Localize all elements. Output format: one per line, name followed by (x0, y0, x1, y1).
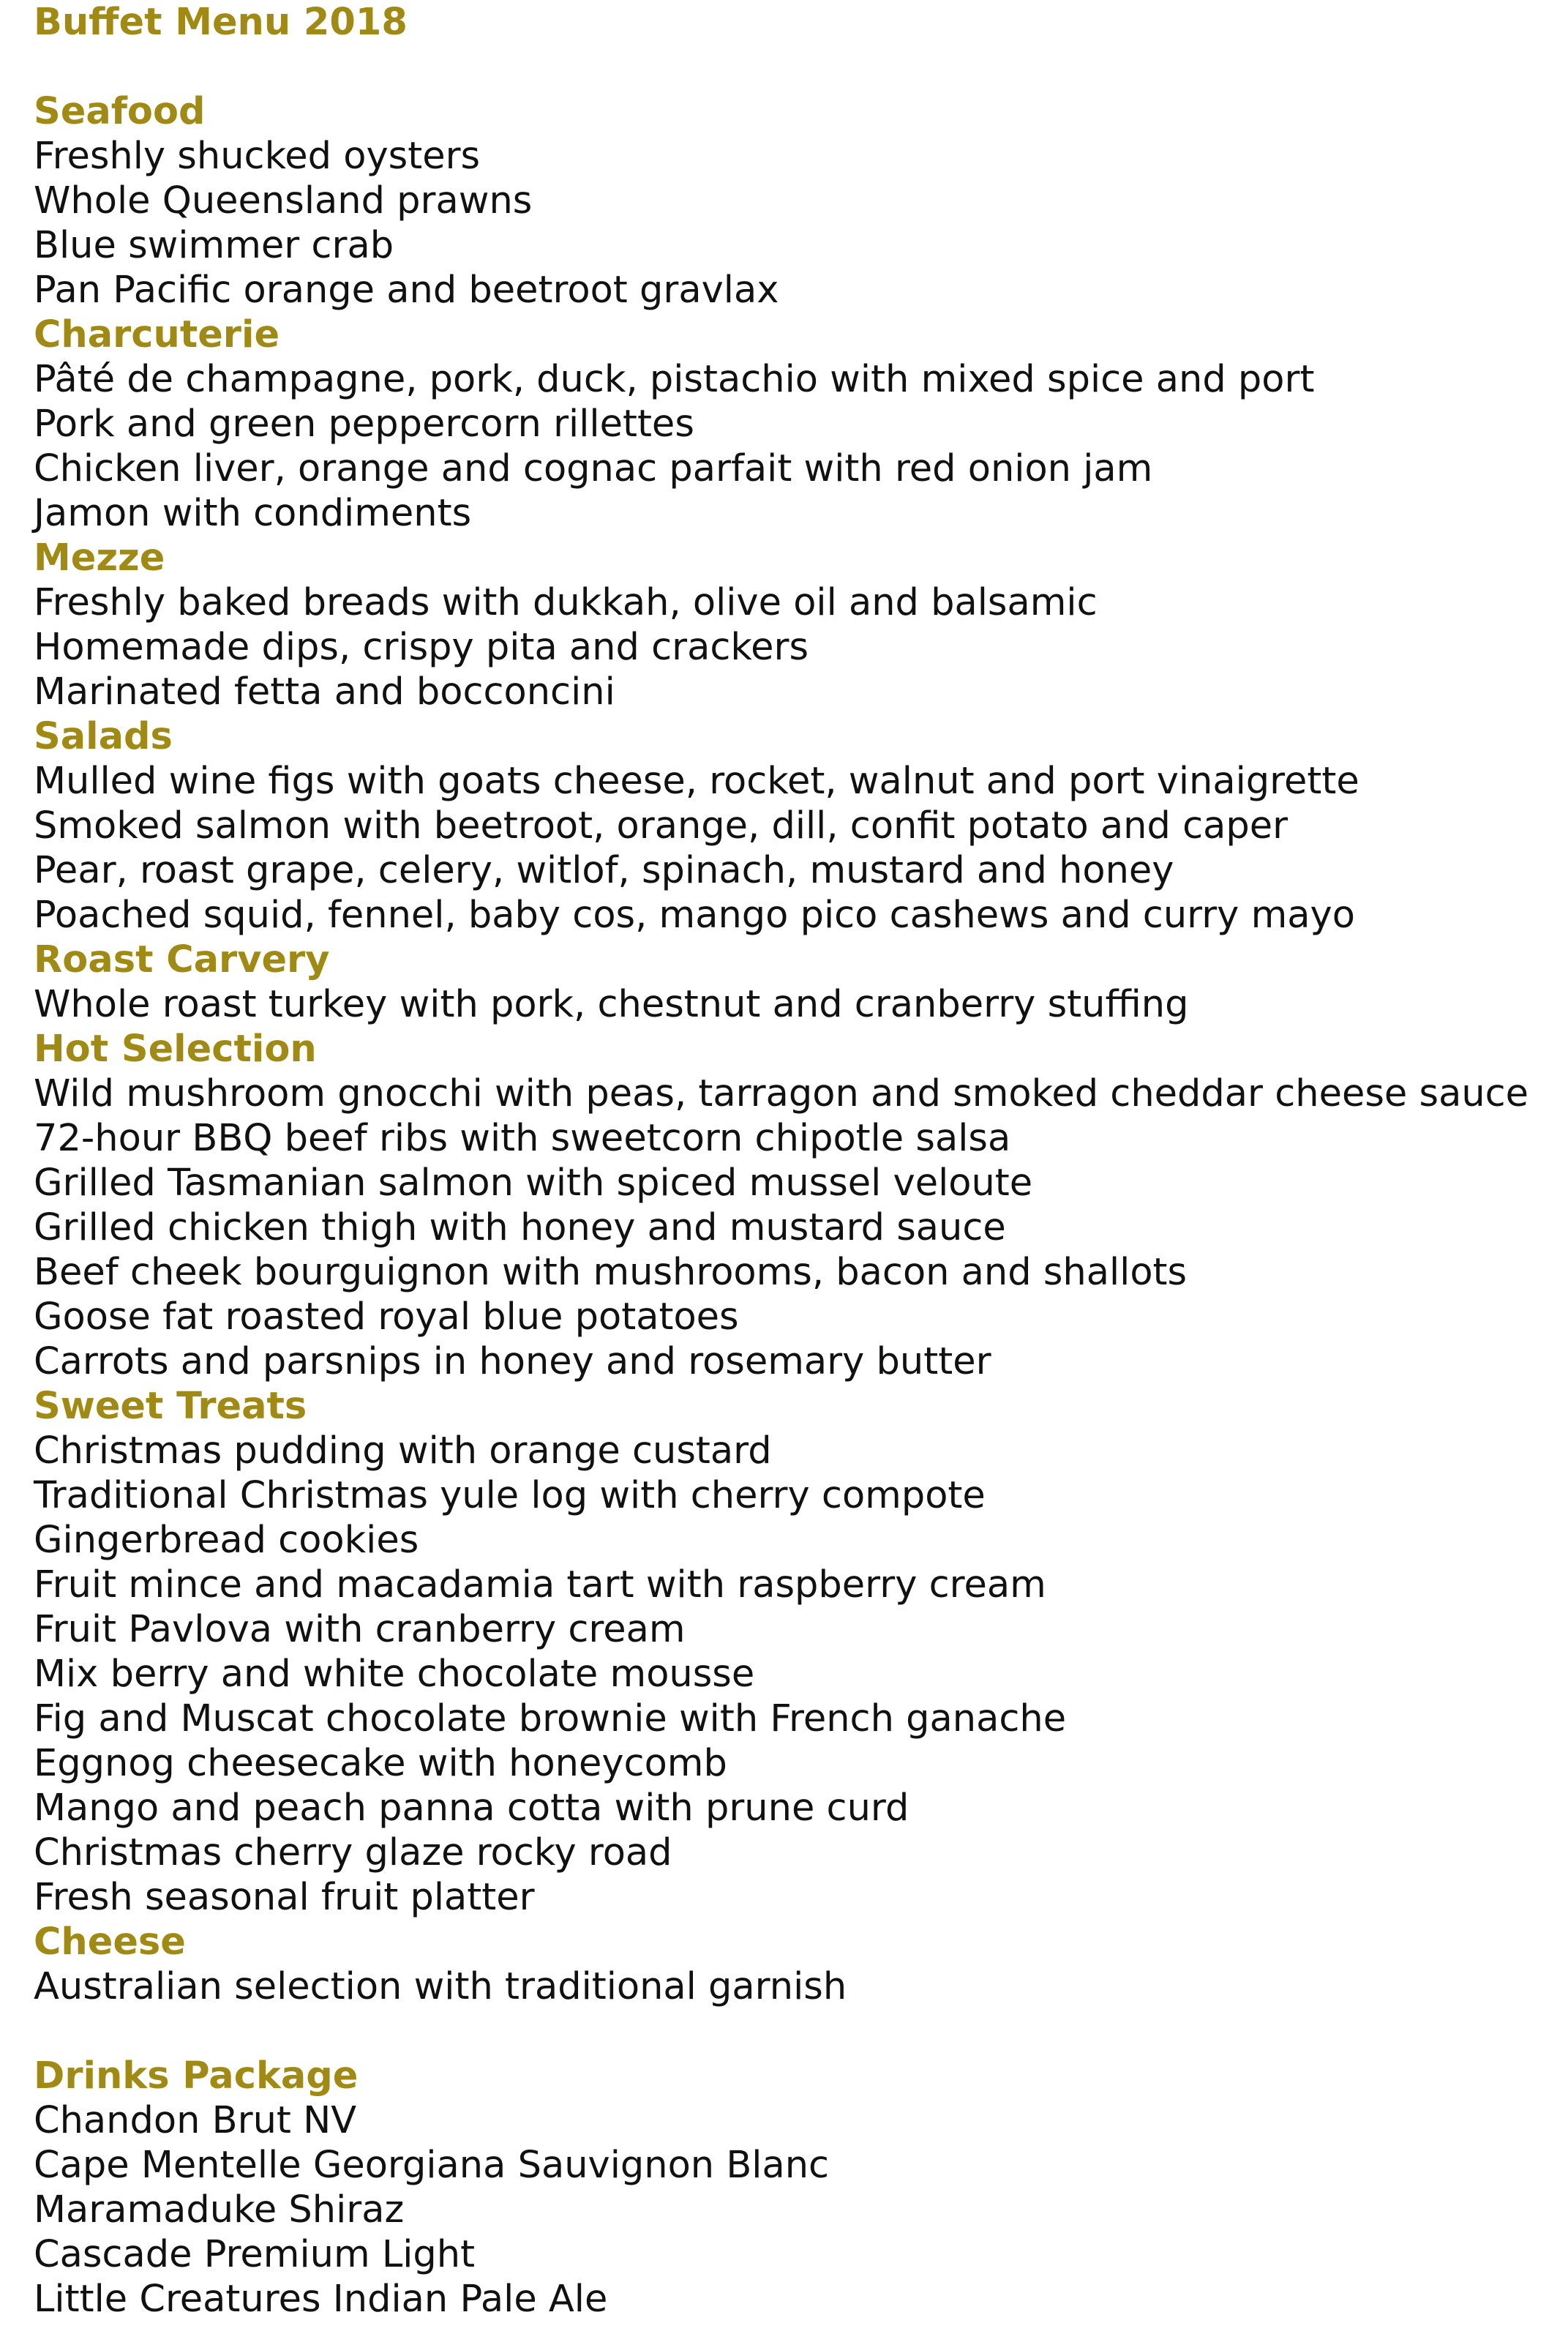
drink-item: Chandon Brut NV (34, 2099, 357, 2142)
drink-item: Cascade Premium Light (34, 2233, 476, 2276)
section-heading: Cheese (34, 1920, 186, 1964)
menu-item: Traditional Christmas yule log with cherry compote (34, 1474, 986, 1517)
drinks-section (34, 2054, 1541, 2322)
menu-item: Whole roast turkey with pork, chestnut and cranberry stuffing (34, 983, 1189, 1026)
menu-item: Mango and peach panna cotta with prune curd (34, 1787, 909, 1830)
menu-sections (34, 89, 1541, 2009)
menu-item: Freshly baked breads with dukkah, olive oil and balsamic (34, 581, 1098, 624)
menu-section (34, 938, 1541, 1027)
menu-title: Buffet Menu 2018 (34, 1, 408, 44)
menu-item: Grilled chicken thigh with honey and mustard sauce (34, 1206, 1006, 1249)
menu-document (34, 0, 1541, 2322)
menu-item: Smoked salmon with beetroot, orange, dill, confit potato and caper (34, 804, 1288, 848)
menu-item: Mix berry and white chocolate mousse (34, 1653, 755, 1696)
menu-item: 72-hour BBQ beef ribs with sweetcorn chipotle salsa (34, 1117, 1011, 1160)
drink-item: Little Creatures Indian Pale Ale (34, 2278, 608, 2321)
menu-item: Pear, roast grape, celery, witlof, spinach, mustard and honey (34, 849, 1174, 892)
spacer (34, 2009, 1541, 2054)
menu-item: Marinated fetta and bocconcini (34, 670, 615, 714)
menu-item: Homemade dips, crispy pita and crackers (34, 626, 809, 669)
menu-item: Jamon with condiments (34, 492, 472, 535)
menu-section (34, 89, 1541, 313)
menu-section (34, 1384, 1541, 1920)
menu-section (34, 1920, 1541, 2009)
menu-item: Pan Pacific orange and beetroot gravlax (34, 269, 779, 312)
menu-item: Pâté de champagne, pork, duck, pistachio with mixed spice and port (34, 358, 1315, 401)
drinks-list (34, 2098, 1541, 2322)
menu-item: Beef cheek bourguignon with mushrooms, bacon and shallots (34, 1251, 1188, 1294)
menu-section (34, 536, 1541, 714)
menu-item: Goose fat roasted royal blue potatoes (34, 1295, 739, 1339)
menu-item: Chicken liver, orange and cognac parfait with red onion jam (34, 447, 1153, 490)
drink-item: Cape Mentelle Georgiana Sauvignon Blanc (34, 2144, 830, 2187)
menu-item: Poached squid, fennel, baby cos, mango pico cashews and curry mayo (34, 894, 1355, 937)
menu-item: Grilled Tasmanian salmon with spiced mussel veloute (34, 1162, 1033, 1205)
menu-item: Christmas pudding with orange custard (34, 1429, 772, 1473)
menu-item: Blue swimmer crab (34, 224, 394, 267)
menu-item: Eggnog cheesecake with honeycomb (34, 1742, 727, 1785)
section-heading: Seafood (34, 90, 206, 133)
menu-item: Whole Queensland prawns (34, 179, 533, 222)
menu-item: Gingerbread cookies (34, 1519, 419, 1562)
menu-item: Wild mushroom gnocchi with peas, tarragon and smoked cheddar cheese sauce (34, 1072, 1529, 1115)
menu-item: Fig and Muscat chocolate brownie with French ganache (34, 1697, 1067, 1740)
section-heading: Drinks Package (34, 2054, 359, 2098)
section-heading: Roast Carvery (34, 938, 330, 981)
section-heading: Hot Selection (34, 1028, 317, 1071)
spacer (34, 45, 1541, 89)
menu-section (34, 313, 1541, 536)
section-heading: Charcuterie (34, 313, 280, 356)
menu-item: Australian selection with traditional garnish (34, 1965, 847, 2008)
menu-item: Fruit mince and macadamia tart with raspberry cream (34, 1563, 1046, 1607)
section-heading: Sweet Treats (34, 1385, 307, 1428)
menu-item: Freshly shucked oysters (34, 135, 481, 178)
drink-item: Maramaduke Shiraz (34, 2188, 405, 2232)
menu-item: Fresh seasonal fruit platter (34, 1876, 535, 1919)
menu-item: Mulled wine figs with goats cheese, rocket, walnut and port vinaigrette (34, 760, 1359, 803)
menu-item: Fruit Pavlova with cranberry cream (34, 1608, 686, 1651)
menu-item: Pork and green peppercorn rillettes (34, 403, 694, 446)
menu-section (34, 1027, 1541, 1384)
menu-item: Christmas cherry glaze rocky road (34, 1831, 672, 1874)
menu-item: Carrots and parsnips in honey and rosemary butter (34, 1340, 991, 1383)
section-heading: Salads (34, 715, 173, 758)
section-heading: Mezze (34, 536, 165, 580)
menu-section (34, 714, 1541, 938)
